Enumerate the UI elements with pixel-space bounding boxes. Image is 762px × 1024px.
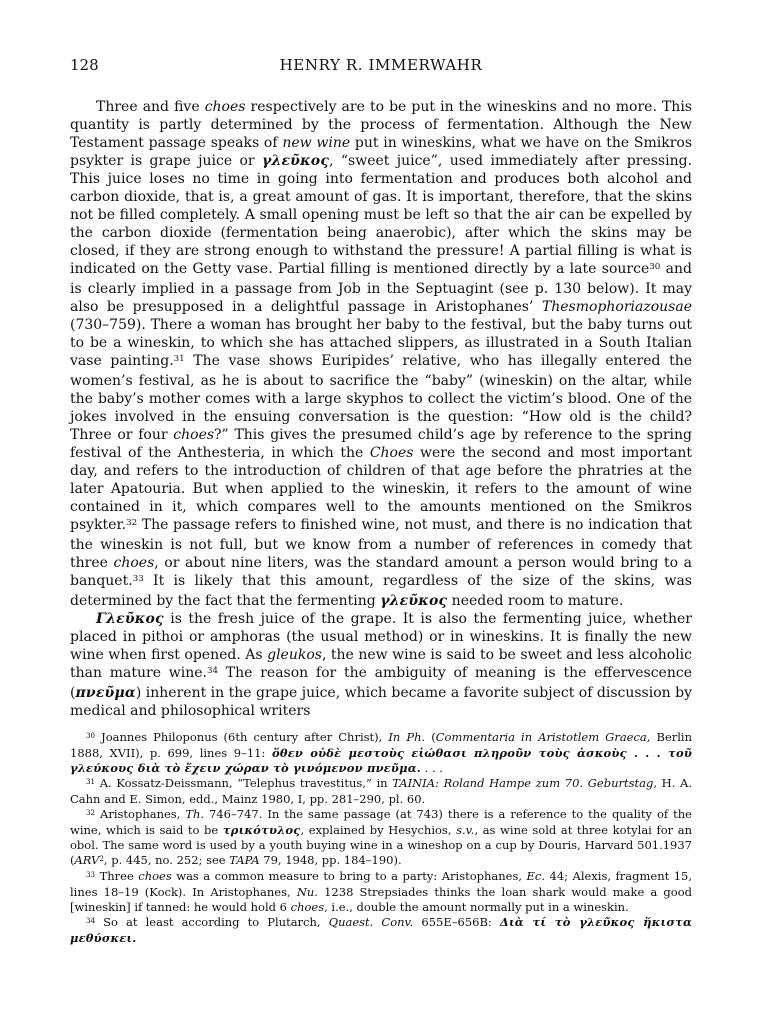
running-head: HENRY R. IMMERWAHR bbox=[279, 56, 483, 74]
paragraph-2: Γλεῦκος is the fresh juice of the grape. It is also the fermenting juice, whether placed in pithoi or amphoras (the usual method) or in wineskins. It is finally the new wine when first opened. As gleukos, the new wine is said to be sweet and less alcoholic than mature wine.$^{34}$ The reason for the ambiguity of meaning is the effervescence (πνεῦμα) inherent in the grape juice, which became a favorite subject of discussion by medical and philosophical writers bbox=[70, 611, 693, 719]
footnote-31: $^{31}$ A. Kossatz-Deissmann, “Telephus travestitus,” in TAINIA: Roland Hampe zum 70. Geburtstag, H. A. Cahn and E. Simon, edd., Mainz 1980, I, pp. 281–290, pl. 60. bbox=[70, 776, 692, 806]
page-header bbox=[70, 56, 692, 74]
footnote-30: $^{30}$ Joannes Philoponus (6th century after Christ), In Ph. (Commentaria in Aristotlem Graeca, Berlin 1888, XVII), p. 699, lines 9–11: ὅθεν οὐδὲ μεστοὺς εἰώθασι πληροῦν τοὺς ἀσκοὺς . . . τοῦ γλεύκους διὰ τὸ ἔχειν χώραν τὸ γινόμενον πνεῦμα. . . . bbox=[70, 730, 693, 775]
footnote-33: $^{33}$ Three choes was a common measure to bring to a party: Aristophanes, Ec. 44; Alexis, fragment 15, lines 18–19 (Kock). In Aristophanes, Nu. 1238 Strepsiades thinks the loan shark would make a good [wineskin] if tanned: he would hold 6 choes, i.e., double the amount normally put in a wineskin. bbox=[70, 869, 693, 914]
page-number: 128 bbox=[70, 56, 99, 74]
body-text bbox=[70, 98, 692, 720]
footnote-34: $^{34}$ So at least according to Plutarch, Quaest. Conv. 655E–656B: Διὰ τί τὸ γλεῦκος ἥκιστα μεθύσκει. bbox=[70, 915, 692, 945]
footnote-32: $^{32}$ Aristophanes, Th. 746–747. In the same passage (at 743) there is a reference to the quality of the wine, which is said to be τρικότυλος, explained by Hesychios, s.v., as wine sold at three kotylai for an obol. The same word is used by a youth buying wine in a wineshop on a cup by Douris, Harvard 501.1937 (ARV$^2$, p. 445, no. 252; see TAPA 79, 1948, pp. 184–190). bbox=[70, 807, 692, 867]
footnotes-section bbox=[70, 730, 692, 946]
paragraph-1: Three and five choes respectively are to be put in the wineskins and no more. This quantity is partly determined by the process of fermentation. Although the New Testament passage speaks of new wine put in wineskins, what we have on the Smikros psykter is grape juice or γλεῦκος, “sweet juice”, used immediately after pressing. This juice loses no time in going into fermentation and produces both alcohol and carbon dioxide, that is, a great amount of gas. It is important, therefore, that the skins not be filled completely. A small opening must be left so that the air can be expelled by the carbon dioxide (fermentation being anaerobic), after which the skins may be closed, if they are strong enough to withstand the pressure! A partial filling is what is indicated on the Getty vase. Partial filling is mentioned directly by a late source$^{30}$ and is clearly implied in a passage from Job in the Septuagint (see p. 130 below). It may also be presupposed in a delightful passage in Aristophanes’ Thesmophoriazousae (730–759). There a woman has brought her baby to the festival, but the baby turns out to be a wineskin, to which she has attached slippers, as illustrated in a South Italian vase painting.$^{31}$ The vase shows Euripides’ relative, who has illegally entered the women’s festival, as he is about to sacrifice the “baby” (wineskin) on the altar, while the baby’s mother comes with a large skyphos to collect the victim’s blood. One of the jokes involved in the ensuing conversation is the question: “How old is the child? Three or four choes?” This gives the presumed child’s age by reference to the spring festival of the Anthesteria, in which the Choes were the second and most important day, and refers to the introduction of children of that age before the phratries at the later Apatouria. But when applied to the wineskin, it refers to the amount of wine contained in it, which compares well to the amounts mentioned on the Smikros psykter.$^{32}$ The passage refers to finished wine, not must, and there is no indication that the wineskin is not full, but we know from a number of references in comedy that three choes, or about nine liters, was the standard amount a person would bring to a banquet.$^{33}$ It is likely that this amount, regardless of the size of the skins, was determined by the fact that the fermenting γλεῦκος needed room to mature. bbox=[70, 99, 693, 609]
